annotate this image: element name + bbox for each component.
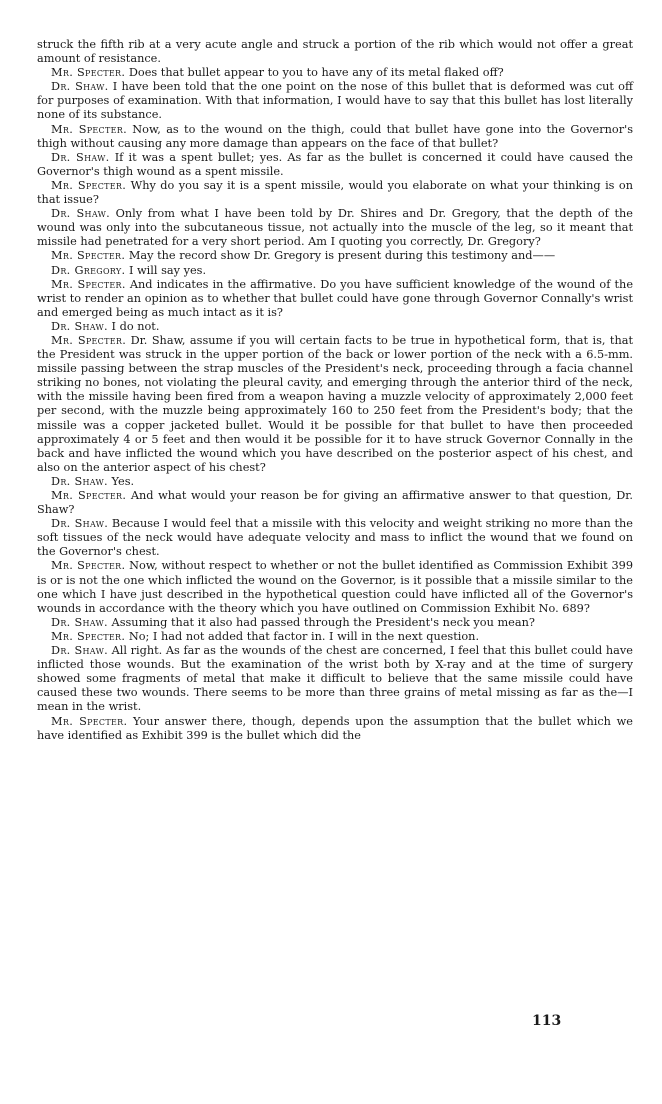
- paragraph-14: Dr. Shaw. Because I would feel that a missile with this velocity and weight striking no more than the soft tissues of the neck would have adequate velocity and mass to inflict the wound that we found on the Governor's chest.: [37, 517, 633, 559]
- speaker: Dr. Shaw.: [51, 207, 110, 221]
- paragraph-19: Mr. Specter. Your answer there, though, depends upon the assumption that the bullet which we have identified as Exhibit 399 is the bullet which did the: [37, 714, 633, 742]
- speaker: Dr. Shaw.: [51, 319, 108, 333]
- speaker: Mr. Specter.: [51, 489, 127, 502]
- paragraph-1: Mr. Specter. Does that bullet appear to you to have any of its metal flaked off?: [51, 66, 504, 80]
- speaker: Mr. Specter.: [51, 122, 127, 136]
- speaker: Dr. Shaw.: [51, 644, 108, 658]
- paragraph-16: Dr. Shaw. Assuming that it also had passed through the President's neck you mean?: [51, 615, 535, 629]
- paragraph-13: Mr. Specter. And what would your reason be for giving an affirmative answer to that question, Dr. Shaw?: [37, 489, 634, 517]
- speaker: Dr. Shaw.: [51, 517, 109, 531]
- speaker: Mr. Specter.: [51, 249, 126, 263]
- paragraph-2: Dr. Shaw. I have been told that the one point on the nose of this bullet that is deformed was cut off for purposes of examination. With that information, I would have to say that this bullet has lost literally none of its substance.: [37, 80, 633, 122]
- speaker: Dr. Shaw.: [51, 615, 108, 629]
- paragraph-10: Dr. Shaw. I do not.: [51, 319, 160, 333]
- speaker: Mr. Specter.: [51, 277, 126, 291]
- paragraph-17: Mr. Specter. No; I had not added that factor in. I will in the next question.: [51, 629, 480, 643]
- paragraph-5: Mr. Specter. Why do you say it is a spent missile, would you elaborate on what your thinking is on that issue?: [37, 178, 634, 207]
- paragraph-0: struck the fifth rib at a very acute angle and struck a portion of the rib which would not offer a great amount of resistance.: [37, 38, 633, 66]
- speaker: Mr. Specter.: [51, 559, 126, 573]
- speaker: Mr. Specter.: [51, 629, 126, 643]
- speaker: Mr. Specter.: [51, 66, 126, 80]
- document-body: [37, 38, 633, 743]
- speaker: Mr. Specter.: [51, 333, 127, 347]
- speaker: Dr. Gregory.: [51, 263, 126, 277]
- paragraph-18: Dr. Shaw. All right. As far as the wounds of the chest are concerned, I feel that this bullet could have inflicted those wounds. But the examination of the wrist both by X-ray and at the time of surgery showed some fragments of metal that make it difficult to believe that the same missile could have caused these two wounds. There seems to be more than three grains of metal missing as far as the—I mean in the wrist.: [37, 644, 633, 714]
- paragraph-15: Mr. Specter. Now, without respect to whether or not the bullet identified as Commission Exhibit 399 is or is not the one which inflicted the wound on the Governor, is it possible that a missile similar to the one which I have just described in the hypothetical question could have inflicted all of the Governor's wounds in accordance with the theory which you have outlined on Commission Exhibit No. 689?: [37, 559, 634, 615]
- speaker: Mr. Specter.: [51, 714, 128, 728]
- paragraph-9: Mr. Specter. And indicates in the affirmative. Do you have sufficient knowledge of the wound of the wrist to render an opinion as to whether that bullet could have gone through Governor Connally's wrist and emerged being as much intact as it is?: [37, 277, 633, 319]
- paragraph-12: Dr. Shaw. Yes.: [51, 474, 135, 488]
- speaker: Dr. Shaw.: [51, 474, 108, 488]
- paragraph-6: Dr. Shaw. Only from what I have been told by Dr. Shires and Dr. Gregory, that the depth of the wound was only into the subcutaneous tissue, not actually into the muscle of the leg, so it meant that missile had penetrated for a very short period. Am I quoting you correctly, Dr. Gregory?: [37, 207, 633, 249]
- paragraph-7: Mr. Specter. May the record show Dr. Gregory is present during this testimony and——: [51, 249, 556, 263]
- paragraph-8: Dr. Gregory. I will say yes.: [51, 263, 207, 277]
- speaker: Dr. Shaw.: [51, 80, 109, 94]
- paragraph-4: Dr. Shaw. If it was a spent bullet; yes. As far as the bullet is concerned it could have caused the Governor's thigh wound as a spent missile.: [37, 150, 633, 178]
- page-number: 113: [532, 1013, 562, 1029]
- speaker: Dr. Shaw.: [51, 150, 110, 164]
- paragraph-3: Mr. Specter. Now, as to the wound on the thigh, could that bullet have gone into the Governor's thigh without causing any more damage than appears on the face of that bullet?: [37, 122, 633, 150]
- speaker: Mr. Specter.: [51, 178, 127, 192]
- paragraph-11: Mr. Specter. Dr. Shaw, assume if you will certain facts to be true in hypothetical form, that is, that the President was struck in the upper portion of the back or lower portion of the neck with a 6.5-mm. missile passing between the strap muscles of the President's neck, proceeding through a facia channel striking no bones, not violating the pleural cavity, and emerging through the anterior third of the neck, with the missile having been fired from a weapon having a muzzle velocity of approximately 2,000 feet per second, with the muzzle being approximately 160 to 250 feet from the President's body; that the missile was a copper jacketed bullet. Would it be possible for that bullet to have then proceeded approximately 4 or 5 feet and then would it be possible for it to have struck Governor Connally in the back and have inflicted the wound which you have described on the posterior aspect of his chest, and also on the anterior aspect of his chest?: [37, 333, 634, 474]
